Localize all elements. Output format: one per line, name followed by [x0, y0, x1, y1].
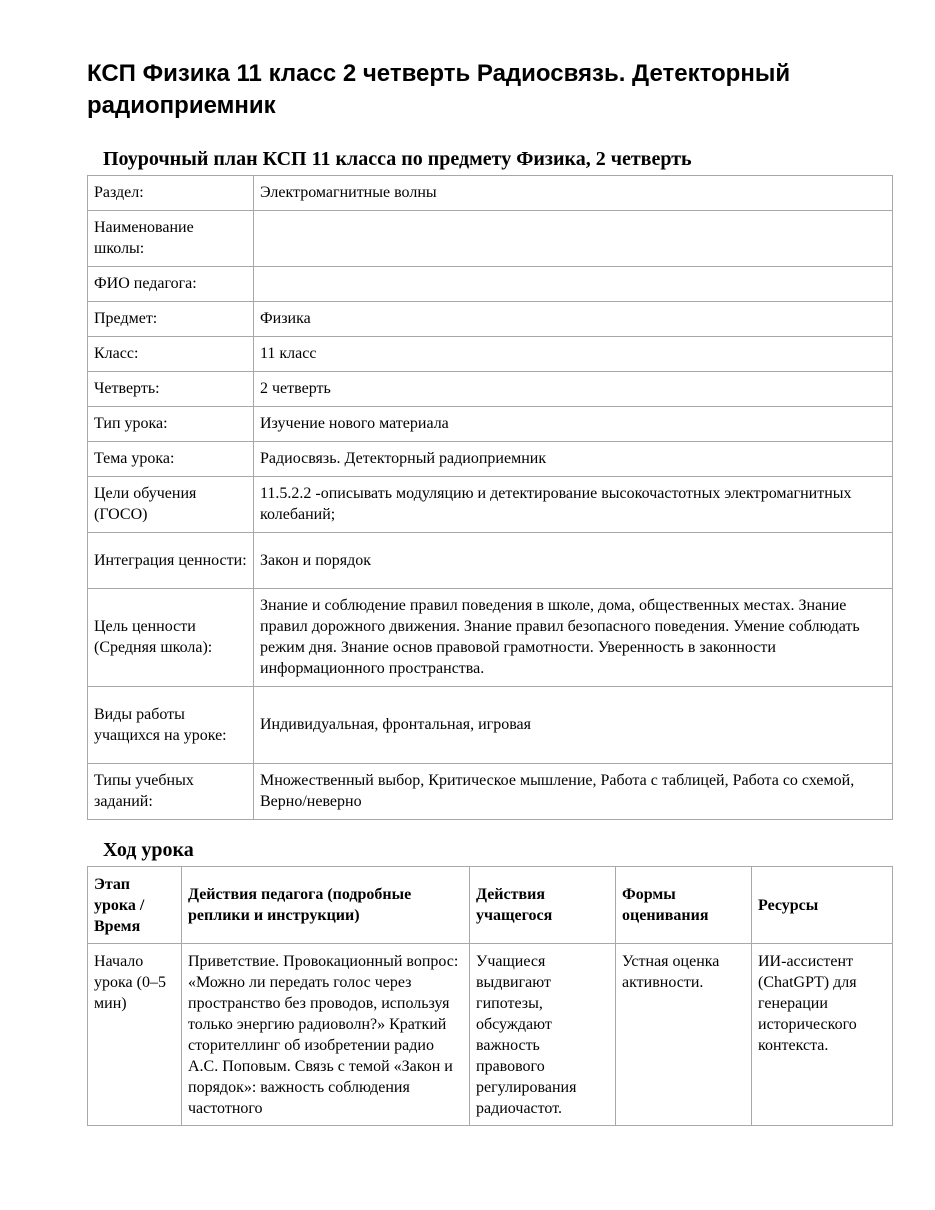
lesson-table [87, 866, 893, 1126]
table-row [88, 442, 893, 477]
info-label: ФИО педагога: [88, 267, 254, 302]
table-header-row [88, 867, 893, 944]
info-label: Тема урока: [88, 442, 254, 477]
column-header-stage: Этап урока / Время [88, 867, 182, 944]
info-label: Класс: [88, 337, 254, 372]
table-row [88, 687, 893, 764]
info-label: Типы учебных заданий: [88, 764, 254, 820]
column-header-resources: Ресурсы [752, 867, 893, 944]
info-label: Цель ценности (Средняя школа): [88, 589, 254, 687]
info-value [254, 267, 893, 302]
info-table [87, 175, 893, 820]
info-label: Виды работы учащихся на уроке: [88, 687, 254, 764]
column-header-student-actions: Действия учащегося [470, 867, 616, 944]
info-label: Четверть: [88, 372, 254, 407]
info-value: 11 класс [254, 337, 893, 372]
table-row [88, 211, 893, 267]
info-label: Предмет: [88, 302, 254, 337]
column-header-assessment: Формы оценивания [616, 867, 752, 944]
info-value: Физика [254, 302, 893, 337]
info-value: Знание и соблюдение правил поведения в школе, дома, общественных местах. Знание правил дорожного движения. Знание правил безопасного поведения. Умение соблюдать режим дня. Знание основ правовой грамотности. Уверенность в законности информационного пространства. [254, 589, 893, 687]
table-row [88, 267, 893, 302]
info-label: Раздел: [88, 176, 254, 211]
cell-teacher-actions: Приветствие. Провокационный вопрос: «Можно ли передать голос через пространство без проводов, используя только энергию радиоволн?» Краткий сторителлинг об изобретении радио А.С. Поповым. Связь с темой «Закон и порядок»: важность соблюдения частотного [182, 944, 470, 1126]
info-value: Индивидуальная, фронтальная, игровая [254, 687, 893, 764]
table-row [88, 176, 893, 211]
info-label: Тип урока: [88, 407, 254, 442]
column-header-teacher-actions: Действия педагога (подробные реплики и инструкции) [182, 867, 470, 944]
cell-resources: ИИ-ассистент (ChatGPT) для генерации исторического контекста. [752, 944, 893, 1126]
document-page [87, 58, 893, 1126]
info-value: 11.5.2.2 -описывать модуляцию и детектирование высокочастотных электромагнитных колебаний; [254, 477, 893, 533]
info-label: Интеграция ценности: [88, 533, 254, 589]
table-row [88, 407, 893, 442]
plan-heading: Поурочный план КСП 11 класса по предмету Физика, 2 четверть [103, 148, 692, 170]
info-value: Множественный выбор, Критическое мышление, Работа с таблицей, Работа со схемой, Верно/неверно [254, 764, 893, 820]
table-row [88, 477, 893, 533]
document-title: КСП Физика 11 класс 2 четверть Радиосвязь. Детекторный радиоприемник [87, 60, 791, 119]
table-row [88, 337, 893, 372]
info-value: Электромагнитные волны [254, 176, 893, 211]
lesson-heading: Ход урока [103, 839, 194, 861]
table-row [88, 372, 893, 407]
info-value: 2 четверть [254, 372, 893, 407]
info-label: Цели обучения (ГОСО) [88, 477, 254, 533]
table-row [88, 944, 893, 1126]
cell-assessment: Устная оценка активности. [616, 944, 752, 1126]
table-row [88, 764, 893, 820]
table-row [88, 589, 893, 687]
info-value: Закон и порядок [254, 533, 893, 589]
info-label: Наименование школы: [88, 211, 254, 267]
info-value: Изучение нового материала [254, 407, 893, 442]
info-value [254, 211, 893, 267]
cell-student-actions: Учащиеся выдвигают гипотезы, обсуждают важность правового регулирования радиочастот. [470, 944, 616, 1126]
cell-stage: Начало урока (0–5 мин) [88, 944, 182, 1126]
table-row [88, 533, 893, 589]
info-value: Радиосвязь. Детекторный радиоприемник [254, 442, 893, 477]
table-row [88, 302, 893, 337]
